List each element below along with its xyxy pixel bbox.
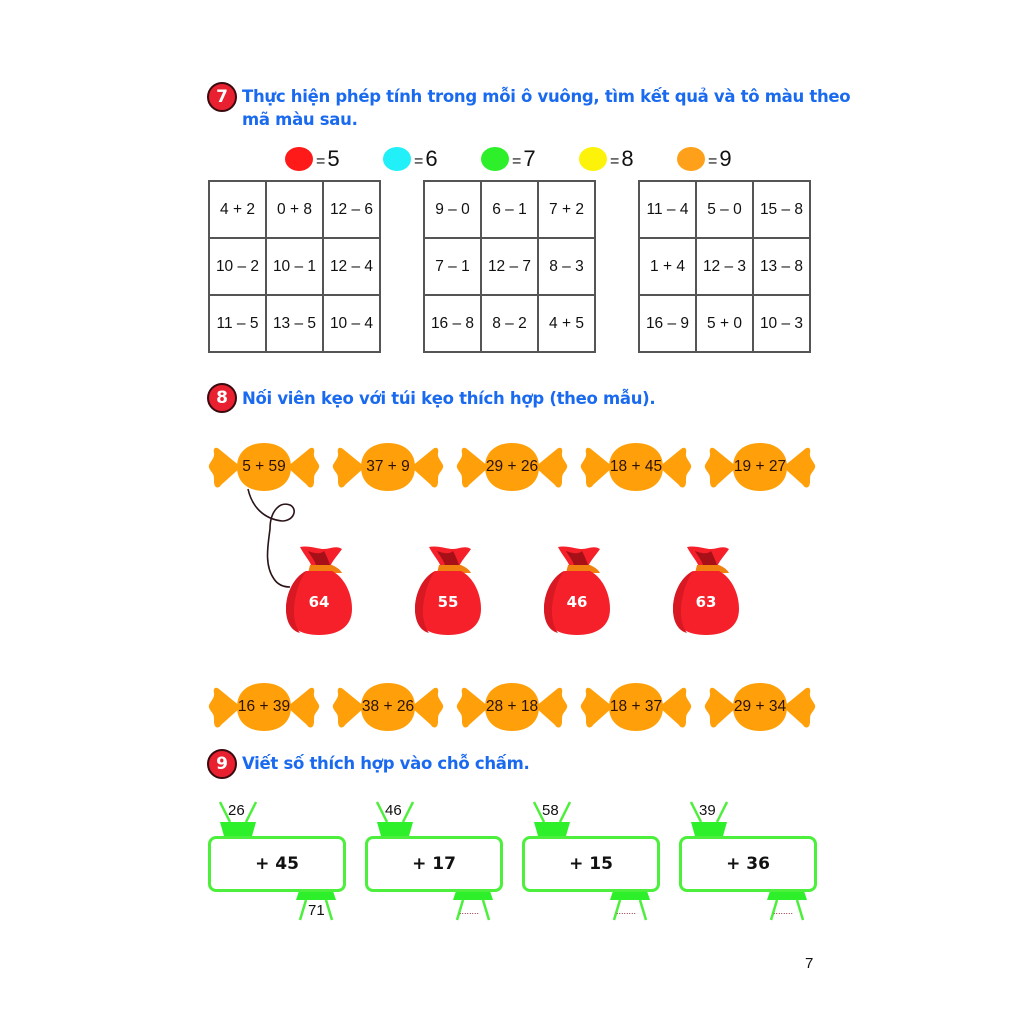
candy-bag[interactable] <box>413 545 483 637</box>
machine-output[interactable]: 71 <box>308 902 325 919</box>
grid-cell[interactable]: 9 – 0 <box>424 181 481 238</box>
candy[interactable] <box>331 681 445 733</box>
calc-grid-1 <box>208 180 381 353</box>
grid-cell[interactable]: 1 + 4 <box>639 238 696 295</box>
machine-input: 39 <box>699 802 716 819</box>
machine-operation: + 15 <box>569 854 613 874</box>
yellow-dot-icon <box>579 147 607 171</box>
legend-item <box>677 146 775 172</box>
grid-cell[interactable]: 12 – 6 <box>323 181 380 238</box>
legend-value: =5 <box>316 146 340 171</box>
machine-operation: + 17 <box>412 854 456 874</box>
grid-cell[interactable]: 8 – 2 <box>481 295 538 352</box>
bag-label: 64 <box>308 593 330 611</box>
bag-label: 55 <box>437 593 459 611</box>
grid-cell[interactable]: 10 – 4 <box>323 295 380 352</box>
grid-cell[interactable]: 12 – 3 <box>696 238 753 295</box>
candy-label: 29 + 34 <box>733 698 787 715</box>
grid-cell[interactable]: 6 – 1 <box>481 181 538 238</box>
grid-cell[interactable]: 11 – 4 <box>639 181 696 238</box>
cyan-dot-icon <box>383 147 411 171</box>
grid-cell[interactable]: 13 – 5 <box>266 295 323 352</box>
machine-output-blank[interactable]: ........ <box>773 906 794 916</box>
grid-cell[interactable]: 12 – 4 <box>323 238 380 295</box>
candy-label: 29 + 26 <box>485 458 539 475</box>
candy-label: 28 + 18 <box>485 698 539 715</box>
machine-box <box>365 836 503 892</box>
machine-operation: + 36 <box>726 854 770 874</box>
candy[interactable] <box>579 441 693 493</box>
number-machine <box>522 800 662 930</box>
grid-cell[interactable]: 7 – 1 <box>424 238 481 295</box>
candy[interactable] <box>703 681 817 733</box>
candy-label: 37 + 9 <box>366 458 410 475</box>
grid-cell[interactable]: 11 – 5 <box>209 295 266 352</box>
orange-dot-icon <box>677 147 705 171</box>
candy-label: 19 + 27 <box>733 458 787 475</box>
candy-bag[interactable] <box>284 545 354 637</box>
candy-label: 38 + 26 <box>361 698 415 715</box>
exercise-7-badge: 7 <box>207 82 237 112</box>
page-number: 7 <box>805 955 814 972</box>
grid-cell[interactable]: 5 + 0 <box>696 295 753 352</box>
candy-bag[interactable] <box>542 545 612 637</box>
candy[interactable] <box>331 441 445 493</box>
number-machine <box>679 800 819 930</box>
legend-item <box>481 146 579 172</box>
bag-label: 63 <box>695 593 717 611</box>
number-machine <box>365 800 505 930</box>
bag-icon <box>284 545 354 637</box>
exercise-8-badge: 8 <box>207 383 237 413</box>
legend-value: =7 <box>512 146 536 171</box>
legend-item <box>579 146 677 172</box>
calc-grid-3 <box>638 180 811 353</box>
legend-value: =6 <box>414 146 438 171</box>
machine-box <box>679 836 817 892</box>
machine-operation: + 45 <box>255 854 299 874</box>
legend-value: =8 <box>610 146 634 171</box>
exercise-9-badge: 9 <box>207 749 237 779</box>
candy-label: 18 + 37 <box>609 698 663 715</box>
grid-cell[interactable]: 4 + 5 <box>538 295 595 352</box>
grid-cell[interactable]: 5 – 0 <box>696 181 753 238</box>
number-machine <box>208 800 348 930</box>
machine-input: 58 <box>542 802 559 819</box>
color-legend <box>285 146 775 172</box>
exercise-7-title-line1: Thực hiện phép tính trong mỗi ô vuông, tìm kết quả và tô màu theo <box>242 87 851 106</box>
legend-item <box>383 146 481 172</box>
grid-cell[interactable]: 13 – 8 <box>753 238 810 295</box>
candy-label: 16 + 39 <box>237 698 291 715</box>
machine-box <box>208 836 346 892</box>
grid-cell[interactable]: 7 + 2 <box>538 181 595 238</box>
candy[interactable] <box>455 441 569 493</box>
candy[interactable] <box>207 681 321 733</box>
candy-label: 18 + 45 <box>609 458 663 475</box>
grid-cell[interactable]: 16 – 8 <box>424 295 481 352</box>
grid-cell[interactable]: 8 – 3 <box>538 238 595 295</box>
grid-cell[interactable]: 10 – 2 <box>209 238 266 295</box>
machine-input: 26 <box>228 802 245 819</box>
legend-item <box>285 146 383 172</box>
red-dot-icon <box>285 147 313 171</box>
grid-cell[interactable]: 15 – 8 <box>753 181 810 238</box>
candy-label: 5 + 59 <box>242 458 286 475</box>
machine-output-blank[interactable]: ........ <box>459 906 480 916</box>
exercise-8-title: Nối viên kẹo với túi kẹo thích hợp (theo mẫu). <box>242 389 656 408</box>
bag-icon <box>413 545 483 637</box>
bag-icon <box>671 545 741 637</box>
grid-cell[interactable]: 16 – 9 <box>639 295 696 352</box>
machine-output-blank[interactable]: ........ <box>616 906 637 916</box>
green-dot-icon <box>481 147 509 171</box>
grid-cell[interactable]: 10 – 3 <box>753 295 810 352</box>
grid-cell[interactable]: 12 – 7 <box>481 238 538 295</box>
candy[interactable] <box>703 441 817 493</box>
bag-icon <box>542 545 612 637</box>
exercise-7-title-line2: mã màu sau. <box>242 110 358 129</box>
grid-cell[interactable]: 10 – 1 <box>266 238 323 295</box>
calc-grid-2 <box>423 180 596 353</box>
machine-input: 46 <box>385 802 402 819</box>
candy-bag[interactable] <box>671 545 741 637</box>
bag-label: 46 <box>566 593 588 611</box>
legend-value: =9 <box>708 146 732 171</box>
candy[interactable] <box>455 681 569 733</box>
exercise-9-title: Viết số thích hợp vào chỗ chấm. <box>242 754 530 773</box>
grid-cell[interactable]: 0 + 8 <box>266 181 323 238</box>
candy[interactable] <box>579 681 693 733</box>
grid-cell[interactable]: 4 + 2 <box>209 181 266 238</box>
machine-box <box>522 836 660 892</box>
